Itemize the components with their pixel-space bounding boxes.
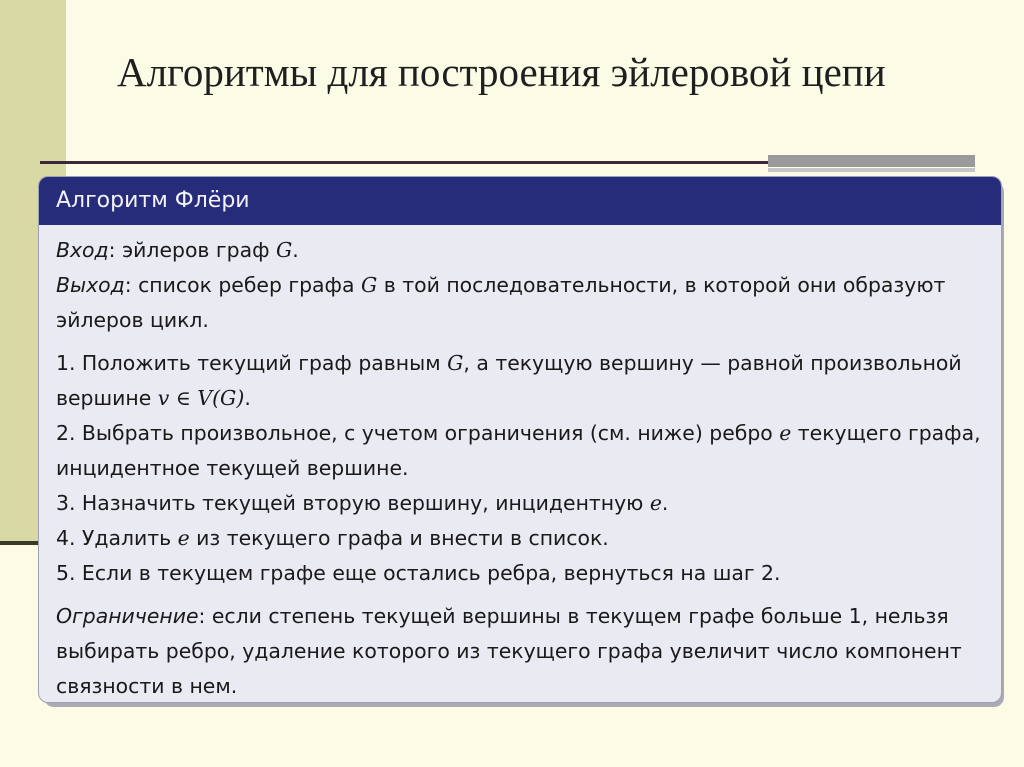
restriction-text: : если степень текущей вершины в текущем графе больше 1, нельзя выбирать ребро, удаление которого из текущего графа увеличит число компонент связности в нем. xyxy=(56,604,962,698)
output-var: G xyxy=(360,273,378,297)
title-divider-accent xyxy=(768,155,975,167)
step1-in-symbol: ∈ xyxy=(169,386,198,410)
step2-var: e xyxy=(779,421,792,445)
step4-a: 4. Удалить xyxy=(56,526,178,550)
input-var: G xyxy=(276,238,293,262)
algorithm-block xyxy=(38,176,1002,703)
output-text-1: : список ребер графа xyxy=(124,273,361,297)
input-label: Вход xyxy=(56,238,109,262)
step4-b: из текущего графа и внести в список. xyxy=(189,526,609,550)
input-end: . xyxy=(292,238,299,262)
step1-a: 1. Положить текущий граф равным xyxy=(56,351,448,375)
step-5: 5. Если в текущем графе еще остались ребра, вернуться на шаг 2. xyxy=(56,561,781,585)
output-text-2: в той последовательности, в которой они образуют эйлеров цикл. xyxy=(56,273,946,332)
step2-a: 2. Выбрать произвольное, с учетом ограничения (см. ниже) ребро xyxy=(56,421,780,445)
restriction-label: Ограничение xyxy=(56,604,199,628)
step2-b: текущего графа, инцидентное текущей вершине. xyxy=(56,421,981,480)
step-1 xyxy=(56,346,983,416)
step1-b: , а текущую вершину — равной произвольной вершине xyxy=(56,351,962,410)
step3-end: . xyxy=(661,491,669,515)
step1-end: . xyxy=(244,386,251,410)
output-line xyxy=(56,268,983,338)
step3-var: e xyxy=(649,491,662,515)
step1-var-g: G xyxy=(447,351,464,375)
input-text: : эйлеров граф xyxy=(108,238,276,262)
step-4 xyxy=(56,521,983,556)
step1-vg: V(G) xyxy=(197,386,245,410)
block-header: Алгоритм Флёри xyxy=(39,177,1001,225)
block-body xyxy=(39,225,1001,703)
slide-title: Алгоритмы для построения эйлеровой цепи xyxy=(117,49,886,95)
step3-a: 3. Назначить текущей вторую вершину, инцидентную xyxy=(56,491,650,515)
restriction-paragraph xyxy=(56,599,983,703)
title-divider-accent-light xyxy=(768,168,975,172)
output-label: Выход xyxy=(56,273,125,297)
step-3 xyxy=(56,486,983,521)
step1-var-v: v xyxy=(157,386,170,410)
step4-var: e xyxy=(177,526,190,550)
input-line xyxy=(56,233,983,268)
step-2 xyxy=(56,416,983,486)
